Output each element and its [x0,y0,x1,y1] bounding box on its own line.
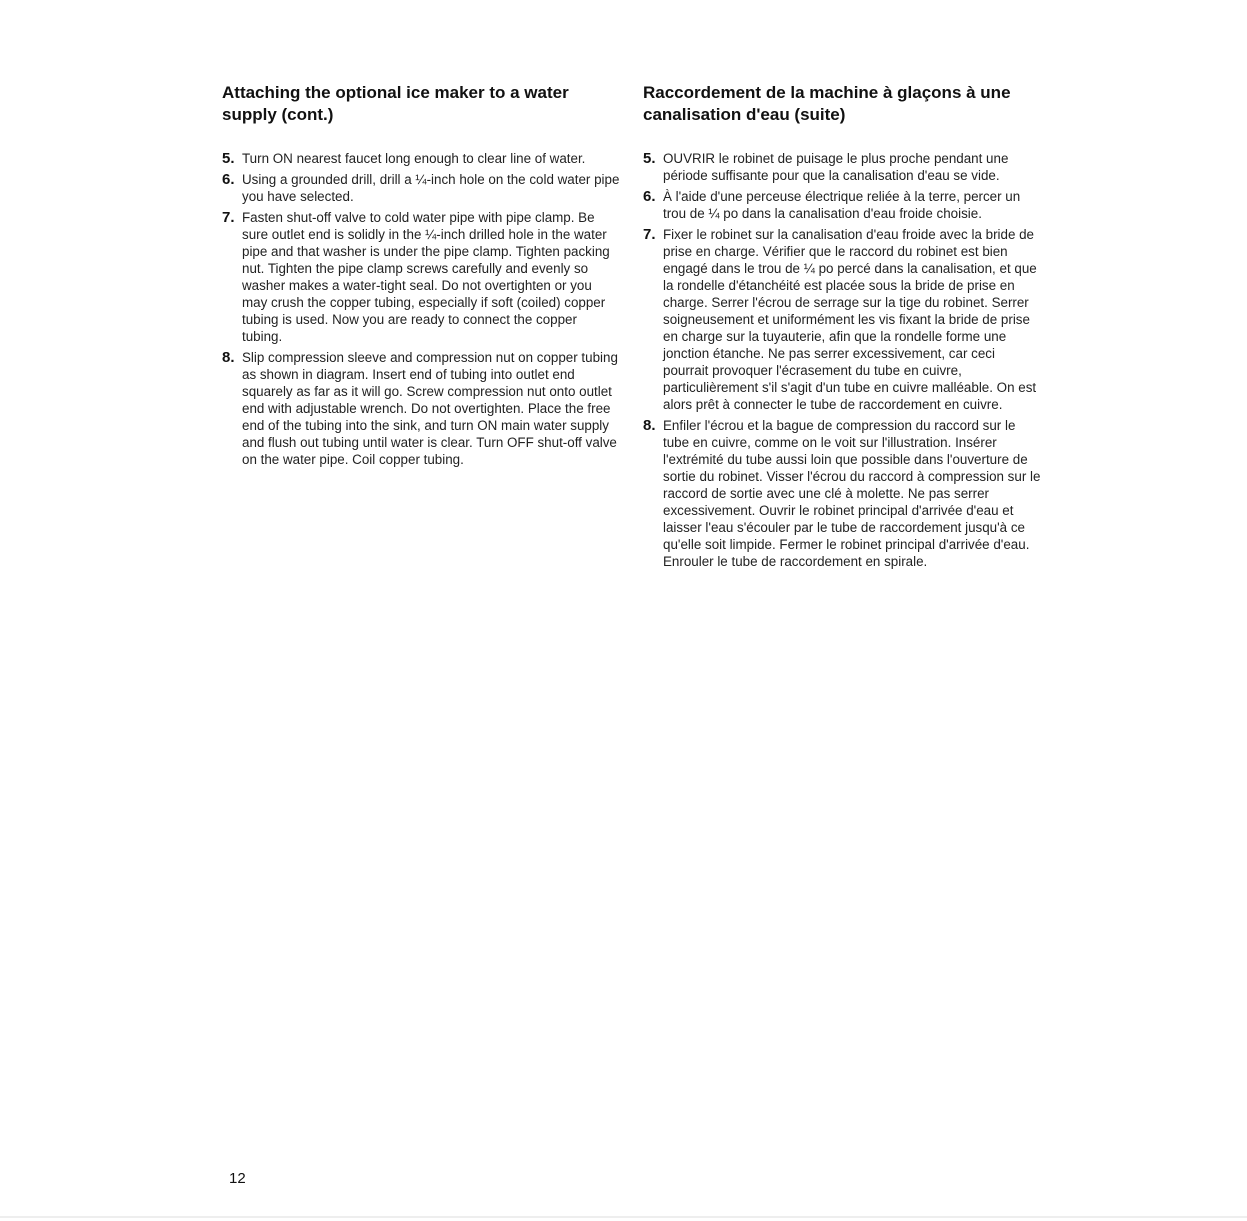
english-column [222,82,622,472]
english-step-6 [222,171,622,205]
step-text: Turn ON nearest faucet long enough to clear line of water. [242,151,586,166]
step-text: À l'aide d'une perceuse électrique reliée à la terre, percer un trou de ¼ po dans la canalisation d'eau froide choisie. [663,189,1021,221]
english-steps-list [222,150,622,468]
step-number: 8. [643,417,656,434]
step-text: OUVRIR le robinet de puisage le plus proche pendant une période suffisante pour que la canalisation d'eau se vide. [663,151,1009,183]
french-section-title: Raccordement de la machine à glaçons à une canalisation d'eau (suite) [643,83,1011,124]
step-number: 8. [222,349,235,366]
english-step-8 [222,349,622,468]
step-text: Using a grounded drill, drill a ¼-inch hole on the cold water pipe you have selected. [242,172,620,204]
french-column [643,82,1043,574]
step-number: 6. [643,188,656,205]
step-number: 6. [222,171,235,188]
french-step-8 [643,417,1043,570]
french-steps-list [643,150,1043,570]
french-step-5 [643,150,1043,184]
step-text: Fixer le robinet sur la canalisation d'eau froide avec la bride de prise en charge. Vérifier que le raccord du robinet est bien engagé dans le trou de ¼ po percé dans la canalisation, et que la rondelle d'étanchéité est placée sous la bride de prise en charge. Serrer l'écrou de serrage sur la tige du robinet. Serrer soigneusement et uniformément les vis fixant la bride de prise en charge sur la tuyauterie, afin que la rondelle forme une jonction étanche. Ne pas serrer excessivement, car ceci pourrait provoquer l'écrasement du tube en cuivre, particulièrement s'il s'agit d'un tube en cuivre malléable. On est alors prêt à connecter le tube de raccordement en cuivre. [663,227,1037,412]
step-text: Slip compression sleeve and compression nut on copper tubing as shown in diagram. Insert end of tubing into outlet end squarely as far as it will go. Screw compression nut onto outlet end with adjustable wrench. Do not overtighten. Place the free end of the tubing into the sink, and turn ON main water supply and flush out tubing until water is clear. Turn OFF shut-off valve on the water pipe. Coil copper tubing. [242,350,618,467]
french-step-7 [643,226,1043,413]
english-step-5 [222,150,622,167]
step-number: 5. [222,150,235,167]
step-number: 7. [222,209,235,226]
english-step-7 [222,209,622,345]
page-edge-divider [0,1216,1247,1218]
english-section-title: Attaching the optional ice maker to a water supply (cont.) [222,83,569,124]
french-step-6 [643,188,1043,222]
page-number: 12 [229,1170,246,1187]
step-text: Enfiler l'écrou et la bague de compression du raccord sur le tube en cuivre, comme on le voit sur l'illustration. Insérer l'extrémité du tube aussi loin que possible dans l'ouverture de sortie du robinet. Visser l'écrou du raccord à compression sur le raccord de sortie avec une clé à molette. Ne pas serrer excessivement. Ouvrir le robinet principal d'arrivée d'eau et laisser l'eau s'écouler par le tube de raccordement jusqu'à ce qu'elle soit limpide. Fermer le robinet principal d'arrivée d'eau. Enrouler le tube de raccordement en spirale. [663,418,1041,569]
step-number: 7. [643,226,656,243]
step-text: Fasten shut-off valve to cold water pipe with pipe clamp. Be sure outlet end is solidly in the ¼-inch drilled hole in the water pipe and that washer is under the pipe clamp. Tighten packing nut. Tighten the pipe clamp screws carefully and evenly so washer makes a water-tight seal. Do not overtighten or you may crush the copper tubing, especially if soft (coiled) copper tubing is used. Now you are ready to connect the copper tubing. [242,210,610,344]
step-number: 5. [643,150,656,167]
